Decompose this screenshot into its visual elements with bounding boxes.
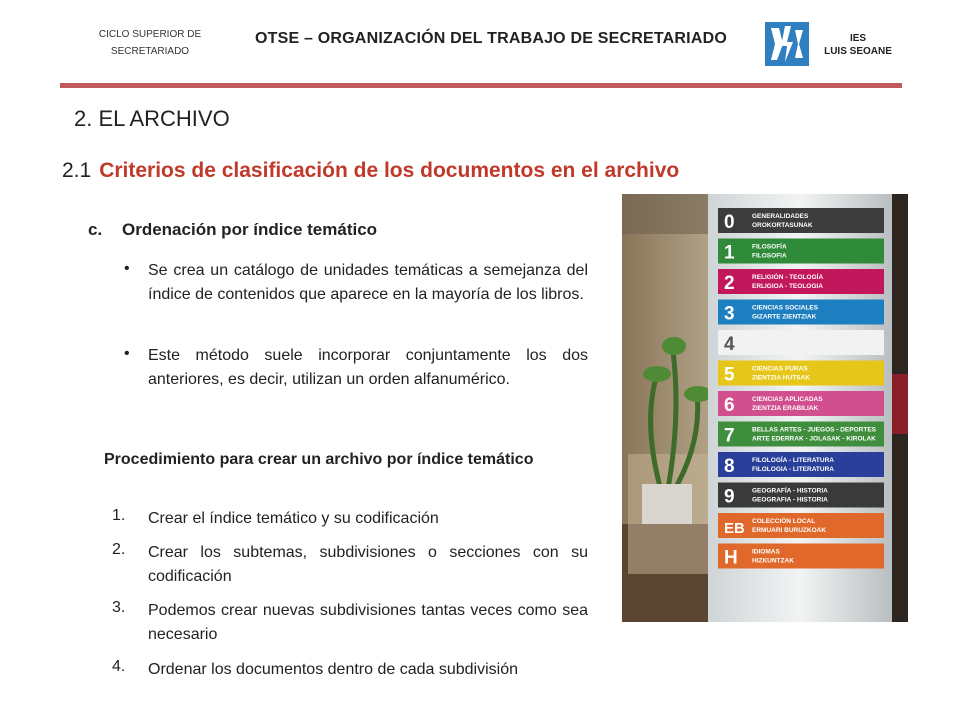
sign-row-code: 7 bbox=[724, 425, 735, 447]
sign-row-label: IDIOMAS bbox=[752, 548, 780, 556]
sign-row-label: COLECCIÓN LOCAL bbox=[752, 518, 816, 525]
step-number: 3. bbox=[112, 599, 126, 616]
school-name bbox=[808, 32, 908, 58]
sign-row-bar bbox=[718, 422, 884, 447]
sign-row-bar bbox=[718, 452, 884, 477]
sign-row-bar bbox=[718, 269, 884, 294]
sign-row-code: 5 bbox=[724, 364, 735, 386]
sign-row-label: GEOGRAFIA - HISTORIA bbox=[752, 496, 828, 504]
sign-row-label: ERMUARI BURUZKOAK bbox=[752, 527, 827, 534]
header-divider bbox=[60, 83, 902, 88]
topic-label: c. bbox=[88, 220, 103, 239]
sign-row-bar bbox=[718, 300, 884, 325]
step-number: 4. bbox=[112, 658, 126, 675]
sign-row-code: 0 bbox=[724, 212, 735, 233]
bullet-text: Este método suele incorporar conjuntamente los dos anteriores, es decir, utilizan un orden alfanumérico. bbox=[148, 347, 588, 388]
subsection-title bbox=[62, 159, 679, 183]
sign-row-code: H bbox=[724, 547, 738, 569]
sign-row-label: ZIENTZIA HUTSAK bbox=[752, 374, 810, 382]
step-text: Ordenar los documentos dentro de cada subdivisión bbox=[148, 661, 518, 678]
course-label-line2: SECRETARIADO bbox=[110, 46, 190, 57]
sign-row-label: FILOLOGÍA - LITERATURA bbox=[752, 457, 834, 464]
sign-row-bar bbox=[718, 330, 884, 355]
course-label bbox=[78, 26, 222, 60]
sign-row-label: ERLIGIOA - TEOLOGIA bbox=[752, 283, 823, 290]
section-title: 2. EL ARCHIVO bbox=[74, 106, 230, 131]
sign-row-code: 2 bbox=[724, 273, 735, 294]
step-number: 1. bbox=[112, 507, 126, 524]
bullet-icon: • bbox=[124, 345, 130, 362]
school-name-line1: IES bbox=[849, 33, 867, 44]
bullet-icon: • bbox=[124, 260, 130, 277]
sign-row-code: 3 bbox=[724, 303, 735, 325]
sign-row-code: 4 bbox=[724, 334, 735, 355]
school-name-line2: LUIS SEOANE bbox=[824, 46, 892, 57]
sign-row-label: OROKORTASUNAK bbox=[752, 222, 813, 229]
topic-heading bbox=[88, 220, 377, 240]
step-text: Podemos crear nuevas subdivisiones tantas veces como sea necesario bbox=[148, 602, 588, 643]
sign-row-code: 6 bbox=[724, 395, 735, 416]
sign-row-label: FILOLOGIA - LITERATURA bbox=[752, 466, 834, 473]
library-sign-photo bbox=[622, 194, 908, 622]
bullet-text: Se crea un catálogo de unidades temáticas a semejanza del índice de contenidos que aparece en la mayoría de los libros. bbox=[148, 262, 588, 303]
procedure-title: Procedimiento para crear un archivo por índice temático bbox=[104, 451, 534, 468]
sign-row-label: CIENCIAS APLICADAS bbox=[752, 396, 823, 403]
sign-row-bar bbox=[718, 208, 884, 233]
sign-row-label: CIENCIAS SOCIALES bbox=[752, 304, 819, 312]
step-number: 2. bbox=[112, 541, 126, 558]
sign-row-label: ARTE EDERRAK - JOLASAK - KIROLAK bbox=[752, 435, 876, 443]
sign-row-bar bbox=[718, 391, 884, 416]
sign-row-code: 8 bbox=[724, 456, 735, 477]
sign-row-label: GEOGRAFÍA - HISTORIA bbox=[752, 487, 828, 495]
sign-row-label: FILOSOFÍA bbox=[752, 243, 787, 251]
sign-row-label: FILOSOFIA bbox=[752, 252, 787, 260]
sign-row-label: GENERALIDADES bbox=[752, 213, 809, 220]
course-label-line1: CICLO SUPERIOR DE bbox=[98, 29, 202, 40]
sign-row-label: RELIGIÓN - TEOLOGÍA bbox=[752, 274, 824, 281]
topic-title: Ordenación por índice temático bbox=[122, 220, 378, 239]
sign-row-bar bbox=[718, 483, 884, 508]
sign-row-label: HIZKUNTZAK bbox=[752, 557, 794, 565]
school-logo-icon bbox=[765, 22, 809, 66]
sign-row-label: BELLAS ARTES - JUEGOS - DEPORTES bbox=[752, 426, 876, 434]
sign-row-bar bbox=[718, 361, 884, 386]
sign-row-code: 1 bbox=[724, 242, 735, 264]
sign-row-bar bbox=[718, 239, 884, 264]
subsection-title-text: Criterios de clasificación de los documentos en el archivo bbox=[99, 159, 680, 182]
step-text: Crear el índice temático y su codificación bbox=[148, 510, 439, 527]
module-title: OTSE – ORGANIZACIÓN DEL TRABAJO DE SECRETARIADO bbox=[255, 30, 727, 47]
sign-row-label: GIZARTE ZIENTZIAK bbox=[752, 313, 817, 321]
sign-row-bar bbox=[718, 544, 884, 569]
sign-row-label: CIENCIAS PURAS bbox=[752, 365, 808, 373]
sign-row-code: 9 bbox=[724, 486, 735, 508]
sign-row-code: EB bbox=[724, 520, 745, 537]
subsection-number: 2.1 bbox=[62, 159, 92, 182]
sign-row-label: ZIENTZIA ERABILIAK bbox=[752, 405, 819, 412]
step-text: Crear los subtemas, subdivisiones o secciones con su codificación bbox=[148, 544, 588, 585]
